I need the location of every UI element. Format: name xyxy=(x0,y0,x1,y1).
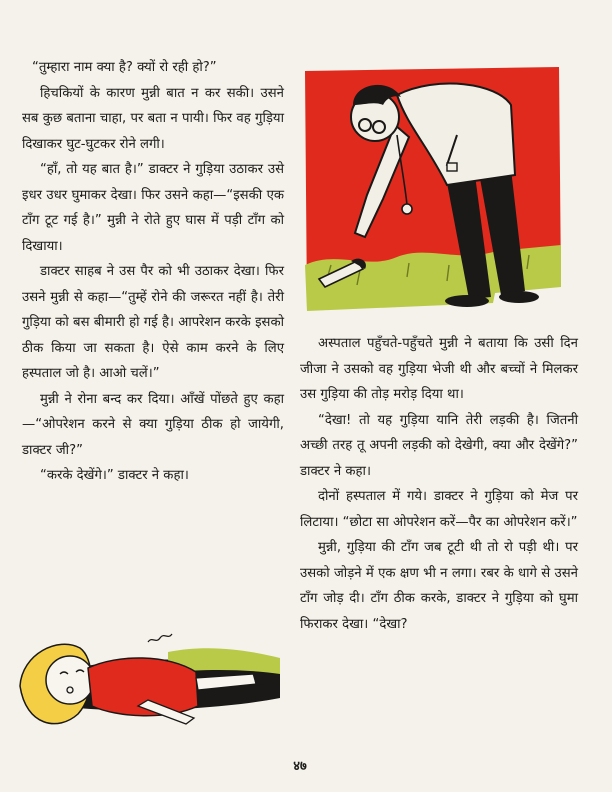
page-number: ४७ xyxy=(293,759,307,774)
paragraph: डाक्टर साहब ने उस पैर को भी उठाकर देखा। फिर उसने मुन्नी से कहा—“तुम्हें रोने की जरूरत नहीं है। तेरी गुड़िया को बस बीमारी हो गई है। आपरेशन करके इसको ठीक किया जा सकता है। ऐसे काम करने के लिए हस्पताल जो है। आओ चलें।” xyxy=(22,264,284,381)
doctor-picking-up-doll-illustration xyxy=(297,65,565,317)
paragraph: “देखा! तो यह गुड़िया यानि तेरी लड़की है। जितनी अच्छी तरह तू अपनी लड़की को देखेगी, क्या और देखेंगे?” डाक्टर ने कहा। xyxy=(300,412,578,479)
paragraph: हिचकियों के कारण मुन्नी बात न कर सकी। उसने सब कुछ बताना चाहा, पर बता न पायी। फिर वह गुड़िया दिखाकर घुट-घुटकर रोने लगी। xyxy=(22,85,284,152)
paragraph: “हाँ, तो यह बात है।” डाक्टर ने गुड़िया उठाकर उसे इधर उधर घुमाकर देखा। फिर उसने कहा—“इसकी एक टाँग टूट गई है।” मुन्नी ने रोते हुए घास में पड़ी टाँग को दिखाया। xyxy=(22,162,284,254)
paragraph: दोनों हस्पताल में गये। डाक्टर ने गुड़िया को मेज पर लिटाया। “छोटा सा ओपरेशन करें—पैर का ओपरेशन करें।” xyxy=(300,489,578,530)
paragraph: मुन्नी ने रोना बन्द कर दिया। आँखें पोंछते हुए कहा—“ओपरेशन करने से क्या गुड़िया ठीक हो जायेगी, डाक्टर जी?” xyxy=(22,391,284,458)
paragraph: “तुम्हारा नाम क्या है? क्यों रो रही हो?” xyxy=(32,60,217,75)
paragraph: “करके देखेंगे।” डाक्टर ने कहा। xyxy=(40,468,189,483)
broken-doll-lying-illustration xyxy=(18,614,284,736)
left-text-column xyxy=(22,55,284,489)
right-text-column xyxy=(300,331,578,637)
paragraph: मुन्नी, गुड़िया की टाँग जब टूटी थी तो रो पड़ी थी। पर उसको जोड़ने में एक क्षण भी न लगा। रबर के धागे से उसने टाँग जोड़ दी। टाँग ठीक करके, डाक्टर ने गुड़िया को घुमा फिराकर देखा। “देखा? xyxy=(300,540,578,632)
paragraph: अस्पताल पहुँचते-पहुँचते मुन्नी ने बताया कि उसी दिन जीजा ने उसको वह गुड़िया भेजी थी और बच्चों ने मिलकर उस गुड़िया की तोड़ मरोड़ दिया था। xyxy=(300,336,578,402)
